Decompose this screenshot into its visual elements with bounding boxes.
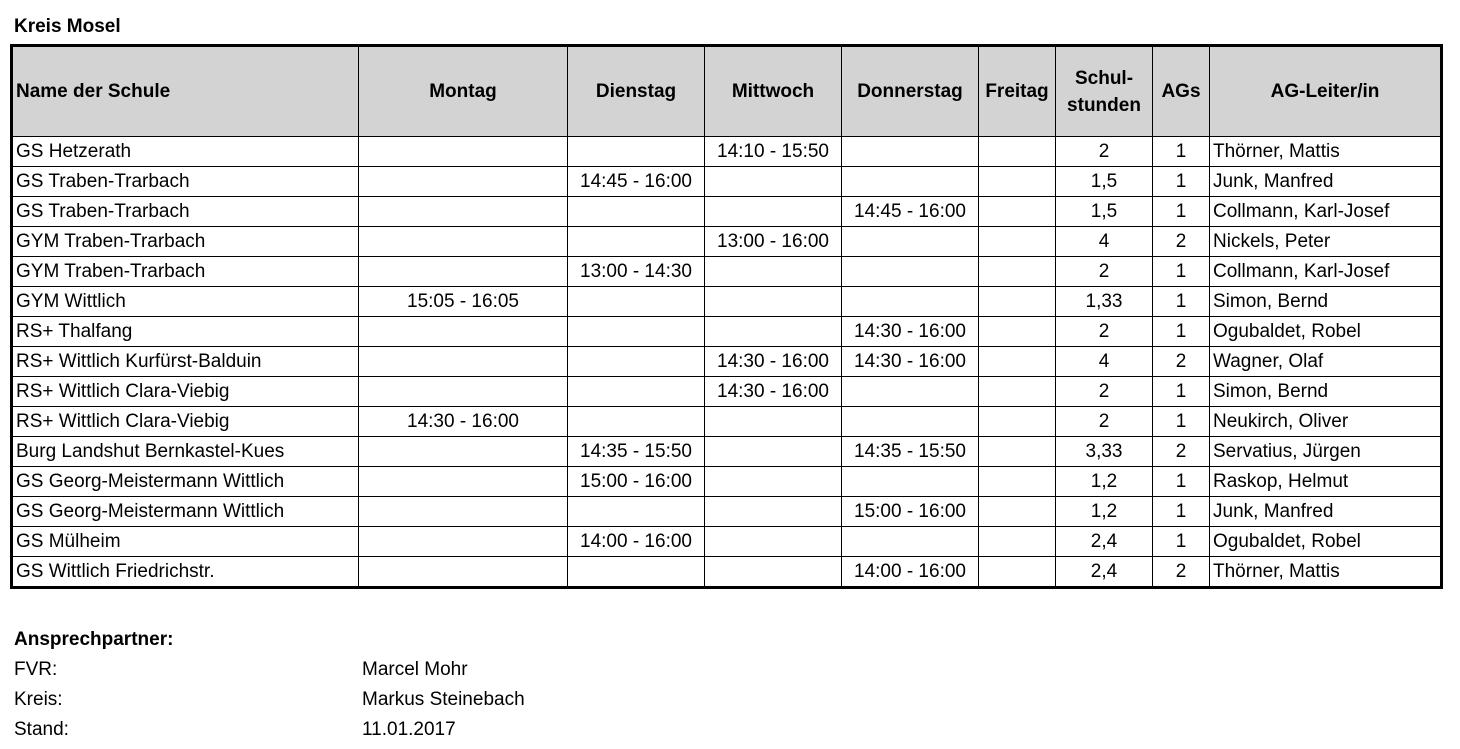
cell-ags: 2 (1153, 437, 1210, 467)
table-row (12, 347, 1442, 377)
cell-school-hours: 4 (1056, 227, 1153, 257)
cell-monday (359, 137, 568, 167)
cell-thursday (842, 137, 979, 167)
cell-tuesday (568, 347, 705, 377)
cell-friday (979, 257, 1056, 287)
table-row (12, 557, 1442, 588)
cell-leader: Nickels, Peter (1210, 227, 1442, 257)
cell-friday (979, 137, 1056, 167)
cell-friday (979, 167, 1056, 197)
cell-school-hours: 1,5 (1056, 167, 1153, 197)
cell-friday (979, 347, 1056, 377)
cell-leader: Thörner, Mattis (1210, 557, 1442, 588)
cell-tuesday (568, 197, 705, 227)
cell-leader: Raskop, Helmut (1210, 467, 1442, 497)
cell-friday (979, 527, 1056, 557)
cell-thursday (842, 467, 979, 497)
contact-label: Stand: (14, 719, 69, 740)
cell-school: RS+ Wittlich Clara-Viebig (12, 377, 359, 407)
cell-tuesday (568, 137, 705, 167)
header-ags: AGs (1153, 46, 1210, 137)
cell-school-hours: 4 (1056, 347, 1153, 377)
table-row (12, 377, 1442, 407)
table-row (12, 497, 1442, 527)
contact-label: Kreis: (14, 689, 63, 710)
cell-school: GS Traben-Trarbach (12, 197, 359, 227)
cell-wednesday (705, 317, 842, 347)
table-row (12, 407, 1442, 437)
cell-school: Burg Landshut Bernkastel-Kues (12, 437, 359, 467)
schedule-table (10, 44, 1443, 589)
cell-tuesday (568, 317, 705, 347)
cell-wednesday (705, 407, 842, 437)
header-school-hours-line1: Schul- (1074, 67, 1134, 89)
cell-school: GS Mülheim (12, 527, 359, 557)
cell-ags: 1 (1153, 467, 1210, 497)
cell-thursday: 14:30 - 16:00 (842, 347, 979, 377)
cell-monday: 14:30 - 16:00 (359, 407, 568, 437)
header-school: Name der Schule (12, 46, 359, 137)
cell-leader: Ogubaldet, Robel (1210, 317, 1442, 347)
cell-school-hours: 1,5 (1056, 197, 1153, 227)
header-friday: Freitag (979, 46, 1056, 137)
cell-thursday: 15:00 - 16:00 (842, 497, 979, 527)
page-title: Kreis Mosel (14, 16, 121, 37)
cell-school-hours: 2 (1056, 137, 1153, 167)
cell-leader: Wagner, Olaf (1210, 347, 1442, 377)
cell-tuesday: 13:00 - 14:30 (568, 257, 705, 287)
cell-tuesday (568, 497, 705, 527)
cell-school-hours: 2 (1056, 377, 1153, 407)
cell-thursday: 14:45 - 16:00 (842, 197, 979, 227)
table-header-row (12, 46, 1442, 137)
contacts-section (14, 625, 525, 745)
contact-row-kreis (14, 685, 525, 715)
cell-monday (359, 467, 568, 497)
cell-ags: 1 (1153, 317, 1210, 347)
cell-wednesday: 14:10 - 15:50 (705, 137, 842, 167)
contacts-heading: Ansprechpartner: (14, 629, 174, 650)
cell-friday (979, 557, 1056, 588)
table-row (12, 257, 1442, 287)
cell-friday (979, 407, 1056, 437)
cell-ags: 2 (1153, 557, 1210, 588)
cell-wednesday (705, 497, 842, 527)
cell-school-hours: 2 (1056, 407, 1153, 437)
cell-friday (979, 467, 1056, 497)
cell-ags: 1 (1153, 527, 1210, 557)
cell-thursday (842, 167, 979, 197)
cell-school-hours: 2,4 (1056, 557, 1153, 588)
cell-school: GYM Wittlich (12, 287, 359, 317)
cell-friday (979, 437, 1056, 467)
contact-row-stand (14, 715, 456, 745)
cell-school-hours: 2,4 (1056, 527, 1153, 557)
header-wednesday: Mittwoch (705, 46, 842, 137)
cell-school: GS Traben-Trarbach (12, 167, 359, 197)
cell-thursday: 14:30 - 16:00 (842, 317, 979, 347)
table-row (12, 197, 1442, 227)
cell-tuesday (568, 227, 705, 257)
cell-leader: Junk, Manfred (1210, 497, 1442, 527)
cell-ags: 1 (1153, 407, 1210, 437)
cell-leader: Servatius, Jürgen (1210, 437, 1442, 467)
cell-ags: 1 (1153, 197, 1210, 227)
cell-school-hours: 2 (1056, 317, 1153, 347)
cell-thursday (842, 377, 979, 407)
cell-ags: 1 (1153, 167, 1210, 197)
cell-wednesday (705, 557, 842, 588)
cell-school: GYM Traben-Trarbach (12, 257, 359, 287)
contact-row-fvr (14, 655, 468, 685)
contact-value: 11.01.2017 (362, 719, 456, 740)
cell-school: GYM Traben-Trarbach (12, 227, 359, 257)
cell-tuesday (568, 407, 705, 437)
cell-leader: Simon, Bernd (1210, 377, 1442, 407)
cell-thursday: 14:35 - 15:50 (842, 437, 979, 467)
table-row (12, 167, 1442, 197)
cell-friday (979, 287, 1056, 317)
cell-monday (359, 197, 568, 227)
header-monday: Montag (359, 46, 568, 137)
cell-leader: Collmann, Karl-Josef (1210, 257, 1442, 287)
header-school-hours-line2: stunden (1067, 94, 1141, 116)
table-row (12, 437, 1442, 467)
cell-friday (979, 317, 1056, 347)
cell-thursday (842, 257, 979, 287)
cell-monday (359, 347, 568, 377)
cell-ags: 2 (1153, 227, 1210, 257)
cell-leader: Neukirch, Oliver (1210, 407, 1442, 437)
contact-value: Markus Steinebach (362, 689, 525, 710)
cell-friday (979, 377, 1056, 407)
cell-tuesday (568, 377, 705, 407)
cell-school: GS Georg-Meistermann Wittlich (12, 497, 359, 527)
cell-tuesday (568, 287, 705, 317)
cell-monday (359, 317, 568, 347)
cell-leader: Collmann, Karl-Josef (1210, 197, 1442, 227)
cell-wednesday (705, 197, 842, 227)
contact-label: FVR: (14, 659, 58, 680)
table-body (12, 137, 1442, 588)
cell-school-hours: 1,2 (1056, 497, 1153, 527)
cell-wednesday (705, 167, 842, 197)
table-row (12, 527, 1442, 557)
cell-monday (359, 377, 568, 407)
cell-school: GS Georg-Meistermann Wittlich (12, 467, 359, 497)
cell-ags: 1 (1153, 257, 1210, 287)
cell-thursday: 14:00 - 16:00 (842, 557, 979, 588)
table-row (12, 467, 1442, 497)
header-tuesday: Dienstag (568, 46, 705, 137)
cell-monday (359, 167, 568, 197)
header-school-hours (1056, 46, 1153, 137)
cell-monday (359, 527, 568, 557)
cell-monday (359, 437, 568, 467)
cell-leader: Simon, Bernd (1210, 287, 1442, 317)
cell-thursday (842, 527, 979, 557)
cell-ags: 2 (1153, 347, 1210, 377)
cell-monday (359, 497, 568, 527)
cell-friday (979, 197, 1056, 227)
cell-tuesday: 15:00 - 16:00 (568, 467, 705, 497)
cell-ags: 1 (1153, 377, 1210, 407)
header-thursday: Donnerstag (842, 46, 979, 137)
cell-school: RS+ Wittlich Kurfürst-Balduin (12, 347, 359, 377)
cell-tuesday: 14:00 - 16:00 (568, 527, 705, 557)
cell-ags: 1 (1153, 137, 1210, 167)
cell-wednesday: 14:30 - 16:00 (705, 377, 842, 407)
cell-wednesday (705, 437, 842, 467)
cell-school-hours: 1,2 (1056, 467, 1153, 497)
cell-monday: 15:05 - 16:05 (359, 287, 568, 317)
cell-thursday (842, 287, 979, 317)
cell-wednesday (705, 257, 842, 287)
cell-tuesday: 14:35 - 15:50 (568, 437, 705, 467)
cell-school: RS+ Wittlich Clara-Viebig (12, 407, 359, 437)
cell-wednesday (705, 527, 842, 557)
cell-ags: 1 (1153, 497, 1210, 527)
cell-thursday (842, 407, 979, 437)
cell-wednesday: 14:30 - 16:00 (705, 347, 842, 377)
cell-school: GS Wittlich Friedrichstr. (12, 557, 359, 588)
cell-monday (359, 557, 568, 588)
table-row (12, 317, 1442, 347)
cell-wednesday (705, 467, 842, 497)
cell-thursday (842, 227, 979, 257)
cell-school: RS+ Thalfang (12, 317, 359, 347)
cell-tuesday (568, 557, 705, 588)
cell-wednesday (705, 287, 842, 317)
cell-friday (979, 497, 1056, 527)
cell-tuesday: 14:45 - 16:00 (568, 167, 705, 197)
cell-monday (359, 257, 568, 287)
cell-school: GS Hetzerath (12, 137, 359, 167)
cell-wednesday: 13:00 - 16:00 (705, 227, 842, 257)
cell-leader: Junk, Manfred (1210, 167, 1442, 197)
cell-ags: 1 (1153, 287, 1210, 317)
cell-school-hours: 1,33 (1056, 287, 1153, 317)
cell-friday (979, 227, 1056, 257)
table-row (12, 137, 1442, 167)
header-leader: AG-Leiter/in (1210, 46, 1442, 137)
cell-monday (359, 227, 568, 257)
cell-leader: Ogubaldet, Robel (1210, 527, 1442, 557)
cell-leader: Thörner, Mattis (1210, 137, 1442, 167)
table-row (12, 287, 1442, 317)
table-row (12, 227, 1442, 257)
cell-school-hours: 2 (1056, 257, 1153, 287)
contact-value: Marcel Mohr (362, 659, 468, 680)
cell-school-hours: 3,33 (1056, 437, 1153, 467)
